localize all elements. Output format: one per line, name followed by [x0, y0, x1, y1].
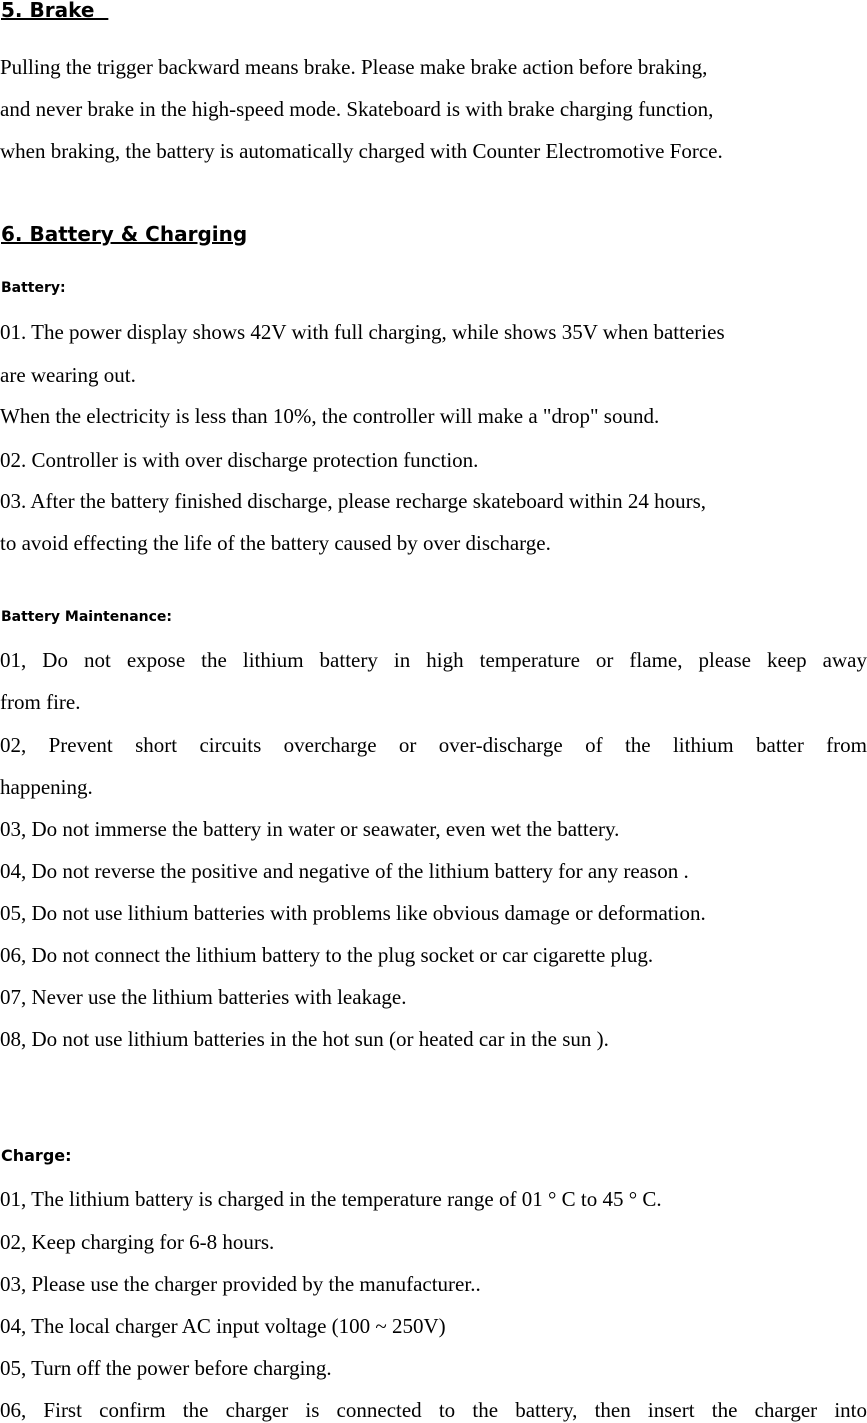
maintenance-line: 04, Do not reverse the positive and negative of the lithium battery for any reason .	[0, 859, 689, 883]
battery-line: 03. After the battery finished discharge, please recharge skateboard within 24 hours,	[0, 489, 707, 513]
battery-label: Battery:	[1, 280, 66, 296]
battery-line: are wearing out.	[0, 363, 136, 387]
charge-label: Charge:	[1, 1146, 72, 1165]
battery-charging-heading: 6. Battery & Charging	[1, 222, 248, 246]
charge-line: 01, The lithium battery is charged in the temperature range of 01 ° C to 45 ° C.	[0, 1187, 662, 1211]
charge-line: 05, Turn off the power before charging.	[0, 1356, 332, 1380]
brake-line: when braking, the battery is automatically charged with Counter Electromotive Force.	[0, 139, 723, 163]
maintenance-line: 02, Prevent short circuits overcharge or over-discharge of the lithium batter from	[0, 733, 867, 757]
maintenance-line: 08, Do not use lithium batteries in the hot sun (or heated car in the sun ).	[0, 1027, 609, 1051]
charge-line: 06, First confirm the charger is connected to the battery, then insert the charger into	[0, 1398, 867, 1422]
maintenance-line: 07, Never use the lithium batteries with leakage.	[0, 985, 407, 1009]
brake-line: Pulling the trigger backward means brake. Please make brake action before braking,	[0, 55, 708, 79]
maintenance-line: 01, Do not expose the lithium battery in high temperature or flame, please keep away	[0, 648, 867, 672]
brake-line: and never brake in the high-speed mode. Skateboard is with brake charging function,	[0, 97, 714, 121]
maintenance-line: 06, Do not connect the lithium battery to the plug socket or car cigarette plug.	[0, 943, 654, 967]
battery-line: When the electricity is less than 10%, the controller will make a "drop" sound.	[0, 404, 660, 428]
charge-line: 02, Keep charging for 6-8 hours.	[0, 1230, 275, 1254]
battery-maintenance-label: Battery Maintenance:	[1, 609, 173, 625]
charge-line: 04, The local charger AC input voltage (100 ~ 250V)	[0, 1314, 446, 1338]
brake-heading: 5. Brake	[1, 0, 109, 22]
maintenance-line: from fire.	[0, 690, 81, 714]
maintenance-line: 03, Do not immerse the battery in water or seawater, even wet the battery.	[0, 817, 620, 841]
maintenance-line: 05, Do not use lithium batteries with problems like obvious damage or deformation.	[0, 901, 706, 925]
battery-line: to avoid effecting the life of the battery caused by over discharge.	[0, 531, 551, 555]
battery-line: 01. The power display shows 42V with full charging, while shows 35V when batteries	[0, 320, 725, 344]
maintenance-line: happening.	[0, 775, 93, 799]
charge-line: 03, Please use the charger provided by the manufacturer..	[0, 1272, 481, 1296]
battery-line: 02. Controller is with over discharge protection function.	[0, 448, 479, 472]
